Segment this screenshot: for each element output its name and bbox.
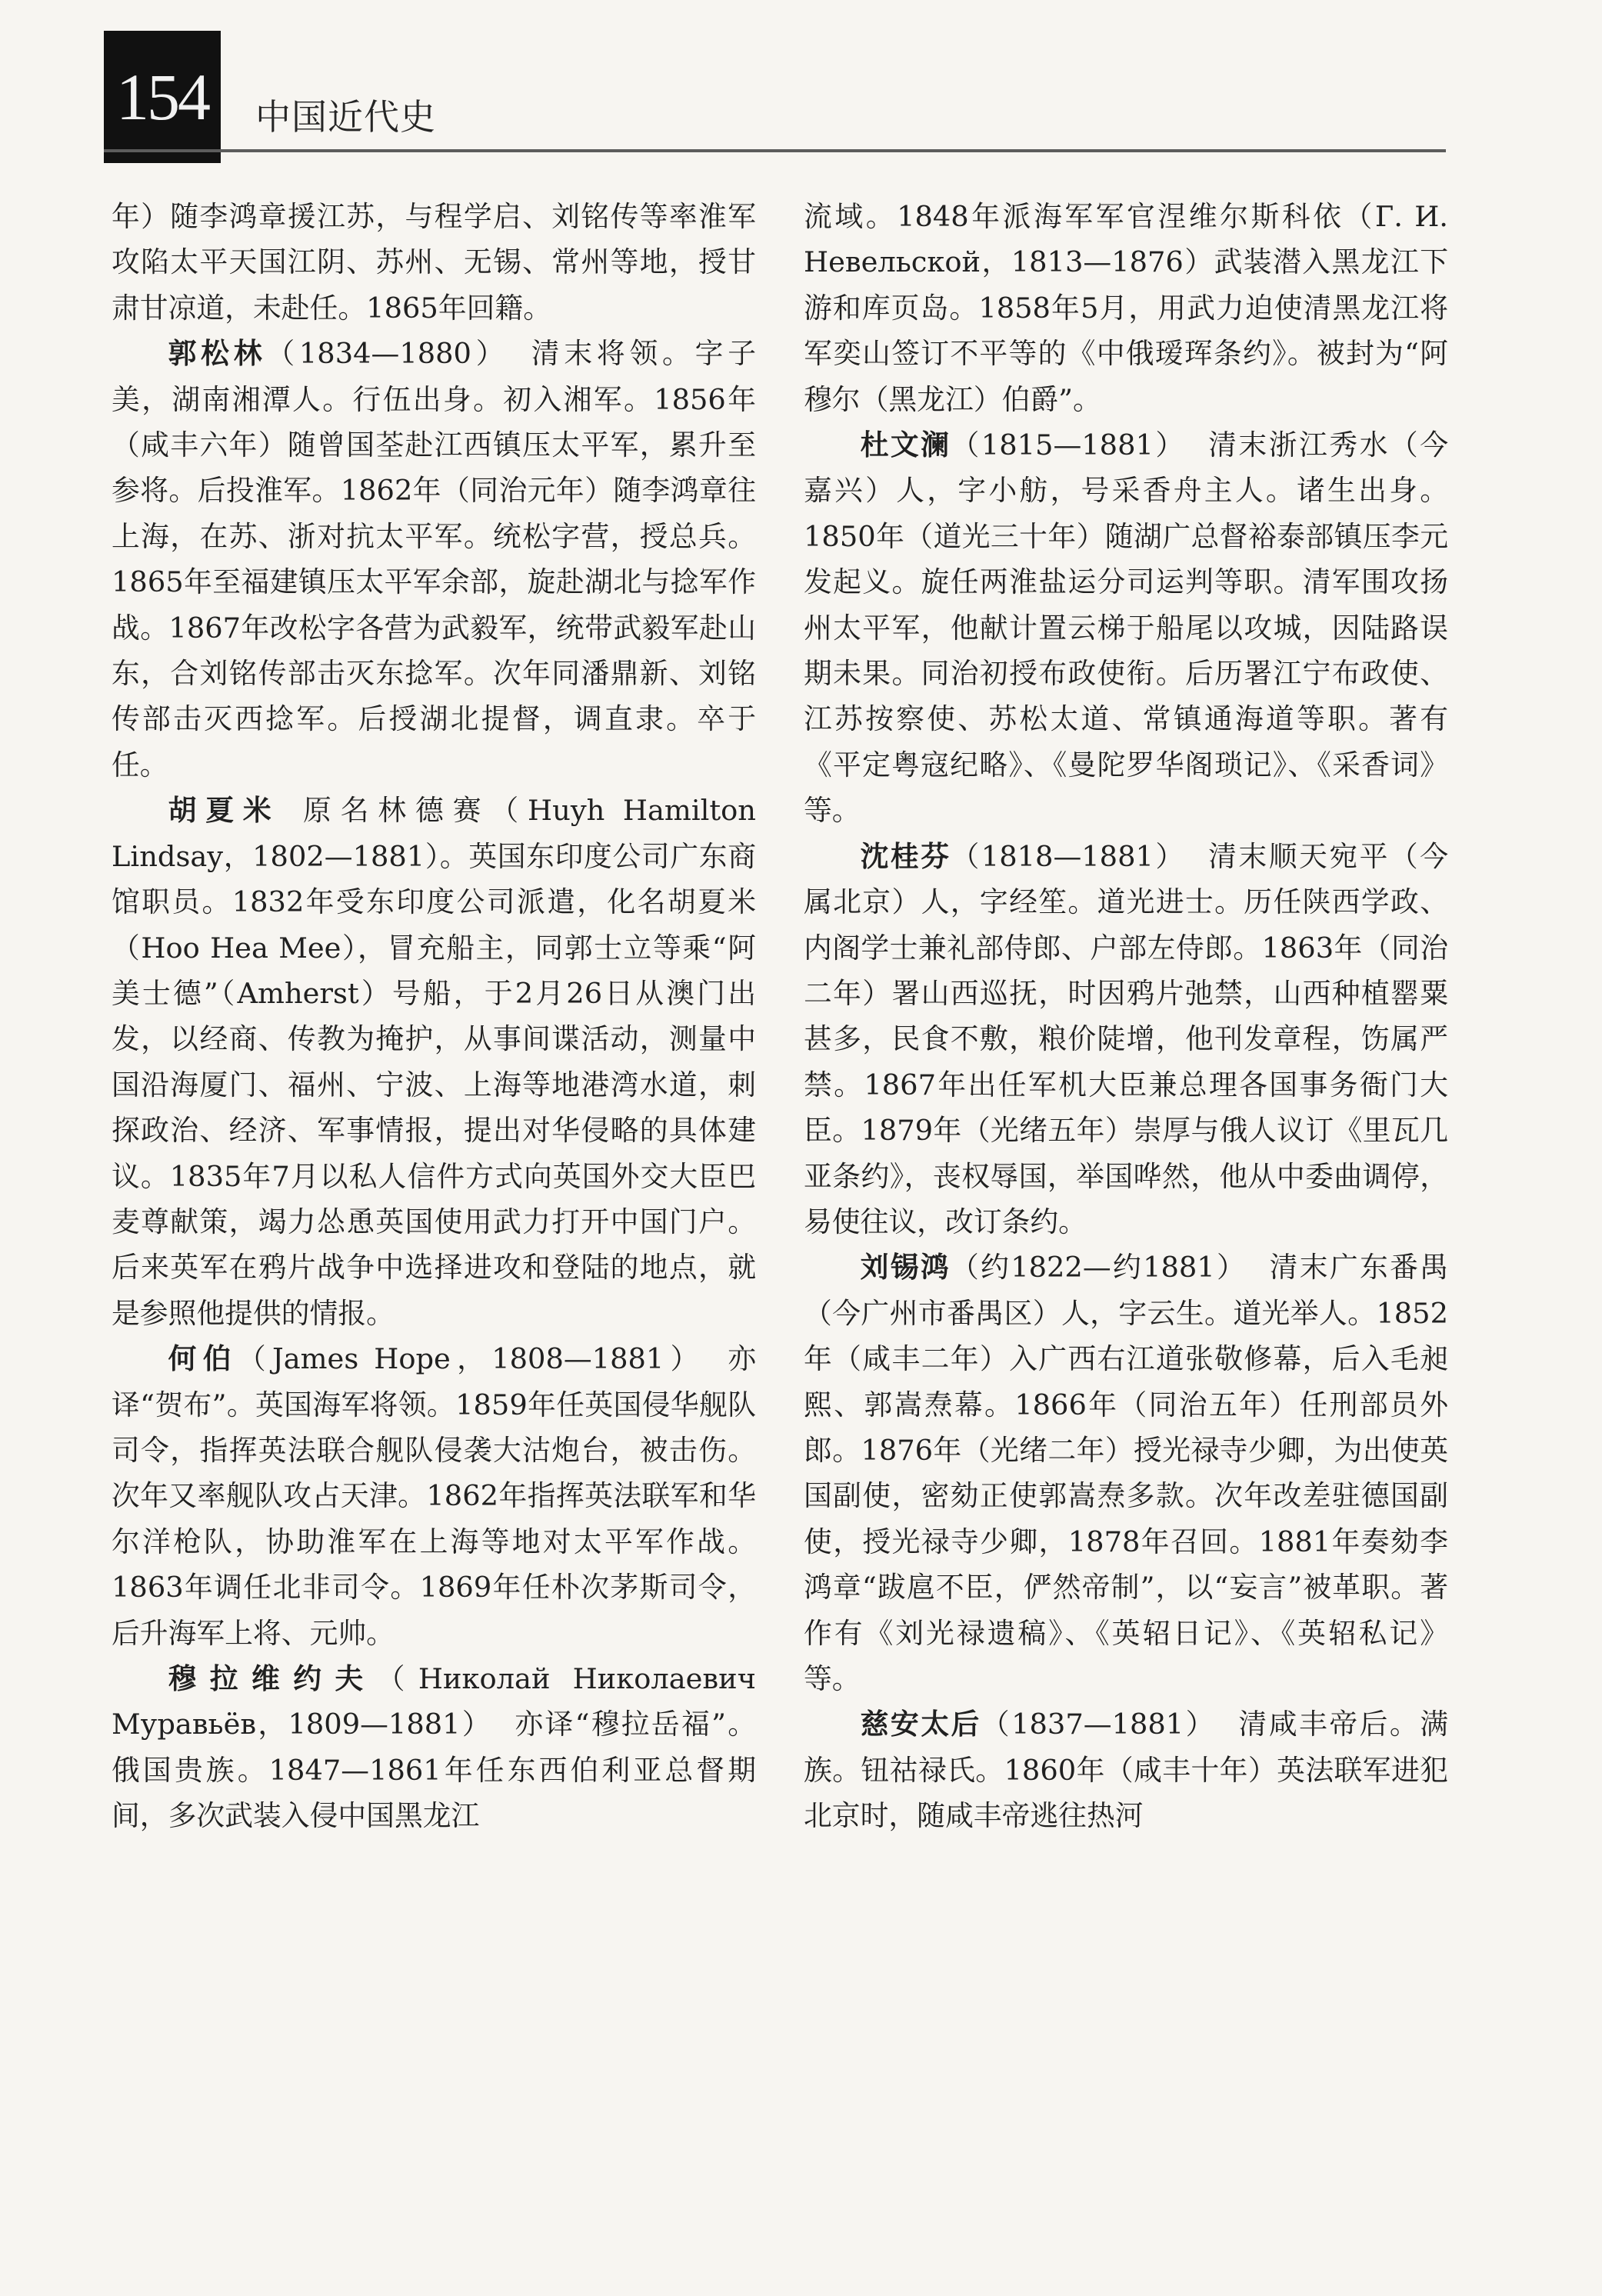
left-column bbox=[112, 194, 756, 2232]
entry-name: 慈安太后 bbox=[860, 1708, 981, 1741]
entry-name: 沈桂芬 bbox=[860, 839, 951, 873]
entry-guo-songlin bbox=[112, 331, 756, 788]
entry-name: 杜文澜 bbox=[860, 428, 951, 462]
entry-name: 穆拉维约夫 bbox=[168, 1662, 377, 1695]
entry-text: 清咸丰帝后。满族。钮祜禄氏。1860年（咸丰十年）英法联军进犯北京时，随咸丰帝逃往热河 bbox=[804, 1708, 1448, 1833]
entry-dates: （1834—1880） bbox=[266, 337, 509, 371]
entry-text: 亦译“穆拉岳福”。俄国贵族。1847—1861年任东西伯利亚总督期间，多次武装入侵中国黑龙江 bbox=[112, 1708, 756, 1833]
entry-text: 清末顺天宛平（今属北京）人，字经笙。道光进士。历任陕西学政、内阁学士兼礼部侍郎、户部左侍郎。1863年（同治二年）署山西巡抚，时因鸦片弛禁，山西种植罂粟甚多，民食不敷，粮价陡增，他刊发章程，饬属严禁。1867年出任军机大臣兼总理各国事务衙门大臣。1879年（光绪五年）崇厚与俄人议订《里瓦几亚条约》，丧权辱国，举国哗然，他从中委曲调停，易使往议，改订条约。 bbox=[804, 839, 1448, 1238]
right-column bbox=[804, 194, 1448, 2232]
entry-text: 清末广东番禺（今广州市番禺区）人，字云生。道光举人。1852年（咸丰二年）入广西右江道张敬修幕，后入毛昶熙、郭嵩焘幕。1866年（同治五年）任刑部员外郎。1876年（光绪二年）授光禄寺少卿，为出使英国副使，密劾正使郭嵩焘多款。次年改差驻德国副使，授光禄寺少卿，1878年召回。1881年奏劾李鸿章“跋扈不臣，俨然帝制”，以“妄言”被革职。著作有《刘光禄遗稿》、《英轺日记》、《英轺私记》等。 bbox=[804, 1251, 1448, 1695]
entry-name: 刘锡鸿 bbox=[860, 1251, 951, 1285]
entry-text: 清末浙江秀水（今嘉兴）人，字小舫，号采香舟主人。诸生出身。1850年（道光三十年）随湖广总督裕泰部镇压李元发起义。旋任两淮盐运分司运判等职。清军围攻扬州太平军，他献计置云梯于船尾以攻城，因陆路误期未果。同治初授布政使衔。后历署江宁布政使、江苏按察使、苏松太道、常镇通海道等职。著有《平定粤寇纪略》、《曼陀罗华阁琐记》、《采香词》等。 bbox=[804, 428, 1448, 828]
page-number: 154 bbox=[104, 31, 221, 163]
entry-dates: （1815—1881） bbox=[951, 428, 1186, 462]
entry-hu-xiami bbox=[112, 788, 756, 1336]
entry-dates: （1837—1881） bbox=[981, 1708, 1216, 1741]
entry-dates: （Николай Николаевич Муравьёв，1809—1881） bbox=[112, 1662, 756, 1741]
entry-dates: （1818—1881） bbox=[951, 839, 1186, 873]
entry-dates: （James Hope，1808—1881） bbox=[237, 1342, 705, 1376]
entry-text: 亦译“贺布”。英国海军将领。1859年任英国侵华舰队司令，指挥英法联合舰队侵袭大沽炮台，被击伤。次年又率舰队攻占天津。1862年指挥英法联军和华尔洋枪队，协助淮军在上海等地对太平军作战。1863年调任北非司令。1869年任朴次茅斯司令，后升海军上将、元帅。 bbox=[112, 1342, 756, 1650]
entry-text: 原名林德赛（Huyh Hamilton Lindsay，1802—1881）。英国东印度公司广东商馆职员。1832年受东印度公司派遣，化名胡夏米（Hoo Hea Mee），冒充船主，同郭士立等乘“阿美士德”（Amherst）号船，于2月26日从澳门出发，以经商、传教为掩护，从事间谍活动，测量中国沿海厦门、福州、宁波、上海等地港湾水道，刺探政治、经济、军事情报，提出对华侵略的具体建议。1835年7月以私人信件方式向英国外交大臣巴麦尊献策，竭力怂恿英国使用武力打开中国门户。后来英军在鸦片战争中选择进攻和登陆的地点，就是参照他提供的情报。 bbox=[112, 794, 756, 1330]
entry-liu-xihong bbox=[804, 1245, 1448, 1701]
entry-shen-guifen bbox=[804, 834, 1448, 1245]
entry-name: 何伯 bbox=[168, 1342, 238, 1376]
entry-mu-la-wei-yue-fu bbox=[112, 1656, 756, 1839]
entry-ci-an-empress-dowager bbox=[804, 1701, 1448, 1838]
continuation-text: 流域。1848年派海军军官涅维尔斯科依（Г. И. Невельской，1813—1876）武装潜入黑龙江下游和库页岛。1858年5月，用武力迫使清黑龙江将军奕山签订不平等的《中俄瑷珲条约》。被封为“阿穆尔（黑龙江）伯爵”。 bbox=[804, 200, 1448, 416]
entry-text: 清末将领。字子美，湖南湘潭人。行伍出身。初入湘军。1856年（咸丰六年）随曾国荃赴江西镇压太平军，累升至参将。后投淮军。1862年（同治元年）随李鸿章往上海，在苏、浙对抗太平军。统松字营，授总兵。1865年至福建镇压太平军余部，旋赴湖北与捻军作战。1867年改松字各营为武毅军，统带武毅军赴山东，合刘铭传部击灭东捻军。次年同潘鼎新、刘铭传部击灭西捻军。后授湖北提督，调直隶。卒于任。 bbox=[112, 337, 756, 781]
entry-name: 郭松林 bbox=[168, 337, 267, 371]
header-divider bbox=[104, 149, 1446, 152]
entry-du-wenlan bbox=[804, 422, 1448, 834]
entry-name: 胡夏米 bbox=[168, 794, 281, 828]
entry-he-bo bbox=[112, 1336, 756, 1656]
entry-dates: （约1822—约1881） bbox=[950, 1251, 1247, 1285]
continuation-text: 年）随李鸿章援江苏，与程学启、刘铭传等率淮军攻陷太平天国江阴、苏州、无锡、常州等地，授甘肃甘凉道，未赴任。1865年回籍。 bbox=[112, 200, 756, 325]
running-header-title: 中国近代史 bbox=[255, 96, 436, 138]
